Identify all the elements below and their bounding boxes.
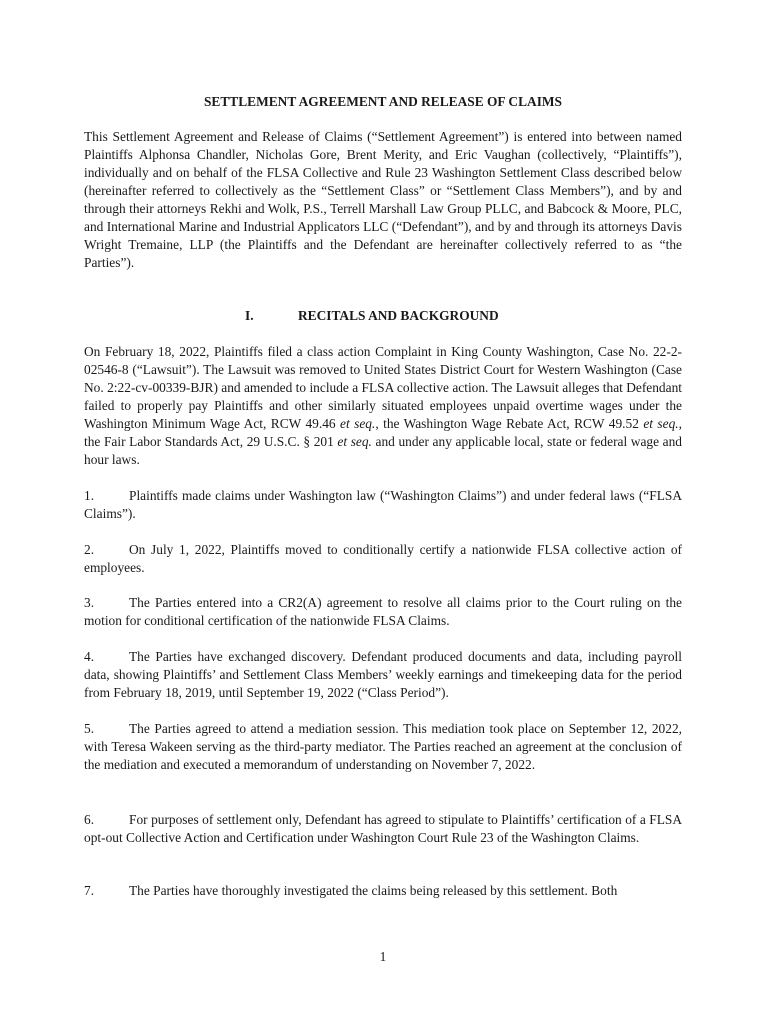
- list-item: [84, 882, 682, 900]
- paragraph-text: The Parties agreed to attend a mediation session. This mediation took place on September 12, 2022, with Teresa Wakeen serving as the third-party mediator. The Parties reached an agreement at the conclusion of the mediation and executed a memorandum of understanding on November 7, 2022.: [84, 721, 682, 772]
- paragraph-number: 3.: [84, 595, 95, 610]
- paragraph-number: 1.: [84, 488, 95, 503]
- background-text-1: On February 18, 2022, Plaintiffs filed a class action Complaint in King County Washington, Case No. 22-2-02546-8 (“Lawsuit”). The Lawsuit was removed to United States District Court for Western Washington (Case No. 2:22-cv-00339-BJR) and amended to include a FLSA collective action. The Lawsuit alleges that Defendant failed to properly pay Plaintiffs and other similarly situated employees unpaid overtime wages under the Washington Minimum Wage Act, RCW 49.46: [84, 344, 682, 431]
- paragraph-text: The Parties have exchanged discovery. Defendant produced documents and data, including payroll data, showing Plaintiffs’ and Settlement Class Members’ weekly earnings and timekeeping data for the period from February 18, 2019, until September 19, 2022 (“Class Period”).: [84, 649, 682, 700]
- section-number: I.: [245, 308, 254, 323]
- et-seq-2: et seq.: [643, 416, 679, 431]
- paragraph-number: 2.: [84, 542, 95, 557]
- section-title: RECITALS AND BACKGROUND: [298, 308, 499, 323]
- paragraph-number: 7.: [84, 883, 95, 898]
- paragraph-text: Plaintiffs made claims under Washington law (“Washington Claims”) and under federal laws (“FLSA Claims”).: [84, 488, 682, 521]
- et-seq-1: et seq.: [340, 416, 376, 431]
- list-item: [84, 811, 682, 847]
- paragraph-number: 5.: [84, 721, 95, 736]
- paragraph-number: 4.: [84, 649, 95, 664]
- intro-paragraph: This Settlement Agreement and Release of Claims (“Settlement Agreement”) is entered into between named Plaintiffs Alphonsa Chandler, Nicholas Gore, Brent Merity, and Eric Vaughan (collectively, “Plaintiffs”), individually and on behalf of the FLSA Collective and Rule 23 Washington Settlement Class described below (hereinafter referred to collectively as the “Settlement Class” or “Settlement Class Members”), and by and through their attorneys Rekhi and Wolk, P.S., Terrell Marshall Law Group PLLC, and Babcock & Moore, PLC, and International Marine and Industrial Applicators LLC (“Defendant”), and by and through its attorneys Davis Wright Tremaine, LLP (the Plaintiffs and the Defendant are hereinafter collectively referred to as “the Parties”).: [84, 129, 682, 270]
- paragraph-text: The Parties have thoroughly investigated the claims being released by this settlement. Both: [129, 883, 618, 898]
- et-seq-3: et seq.: [337, 434, 372, 449]
- paragraph-text: On July 1, 2022, Plaintiffs moved to conditionally certify a nationwide FLSA collective action of employees.: [84, 542, 682, 575]
- background-paragraph: [84, 343, 682, 469]
- paragraph-text: The Parties entered into a CR2(A) agreement to resolve all claims prior to the Court ruling on the motion for conditional certification of the nationwide FLSA Claims.: [84, 595, 682, 628]
- list-item: [84, 541, 682, 577]
- paragraph-number: 6.: [84, 812, 95, 827]
- list-item: [84, 487, 682, 523]
- background-text-4: and under any applicable local, state or federal wage and hour laws.: [84, 434, 682, 467]
- background-text-2: , the Washington Wage Rebate Act, RCW 49.52: [375, 416, 644, 431]
- paragraph-text: For purposes of settlement only, Defendant has agreed to stipulate to Plaintiffs’ certification of a FLSA opt-out Collective Action and Certification under Washington Court Rule 23 of the Washington Claims.: [84, 812, 682, 845]
- page-number: 1: [379, 949, 387, 964]
- list-item: [84, 648, 682, 702]
- list-item: [84, 594, 682, 630]
- document-title: SETTLEMENT AGREEMENT AND RELEASE OF CLAIMS: [203, 94, 563, 109]
- background-text-3: , the Fair Labor Standards Act, 29 U.S.C. § 201: [84, 416, 682, 449]
- list-item: [84, 720, 682, 774]
